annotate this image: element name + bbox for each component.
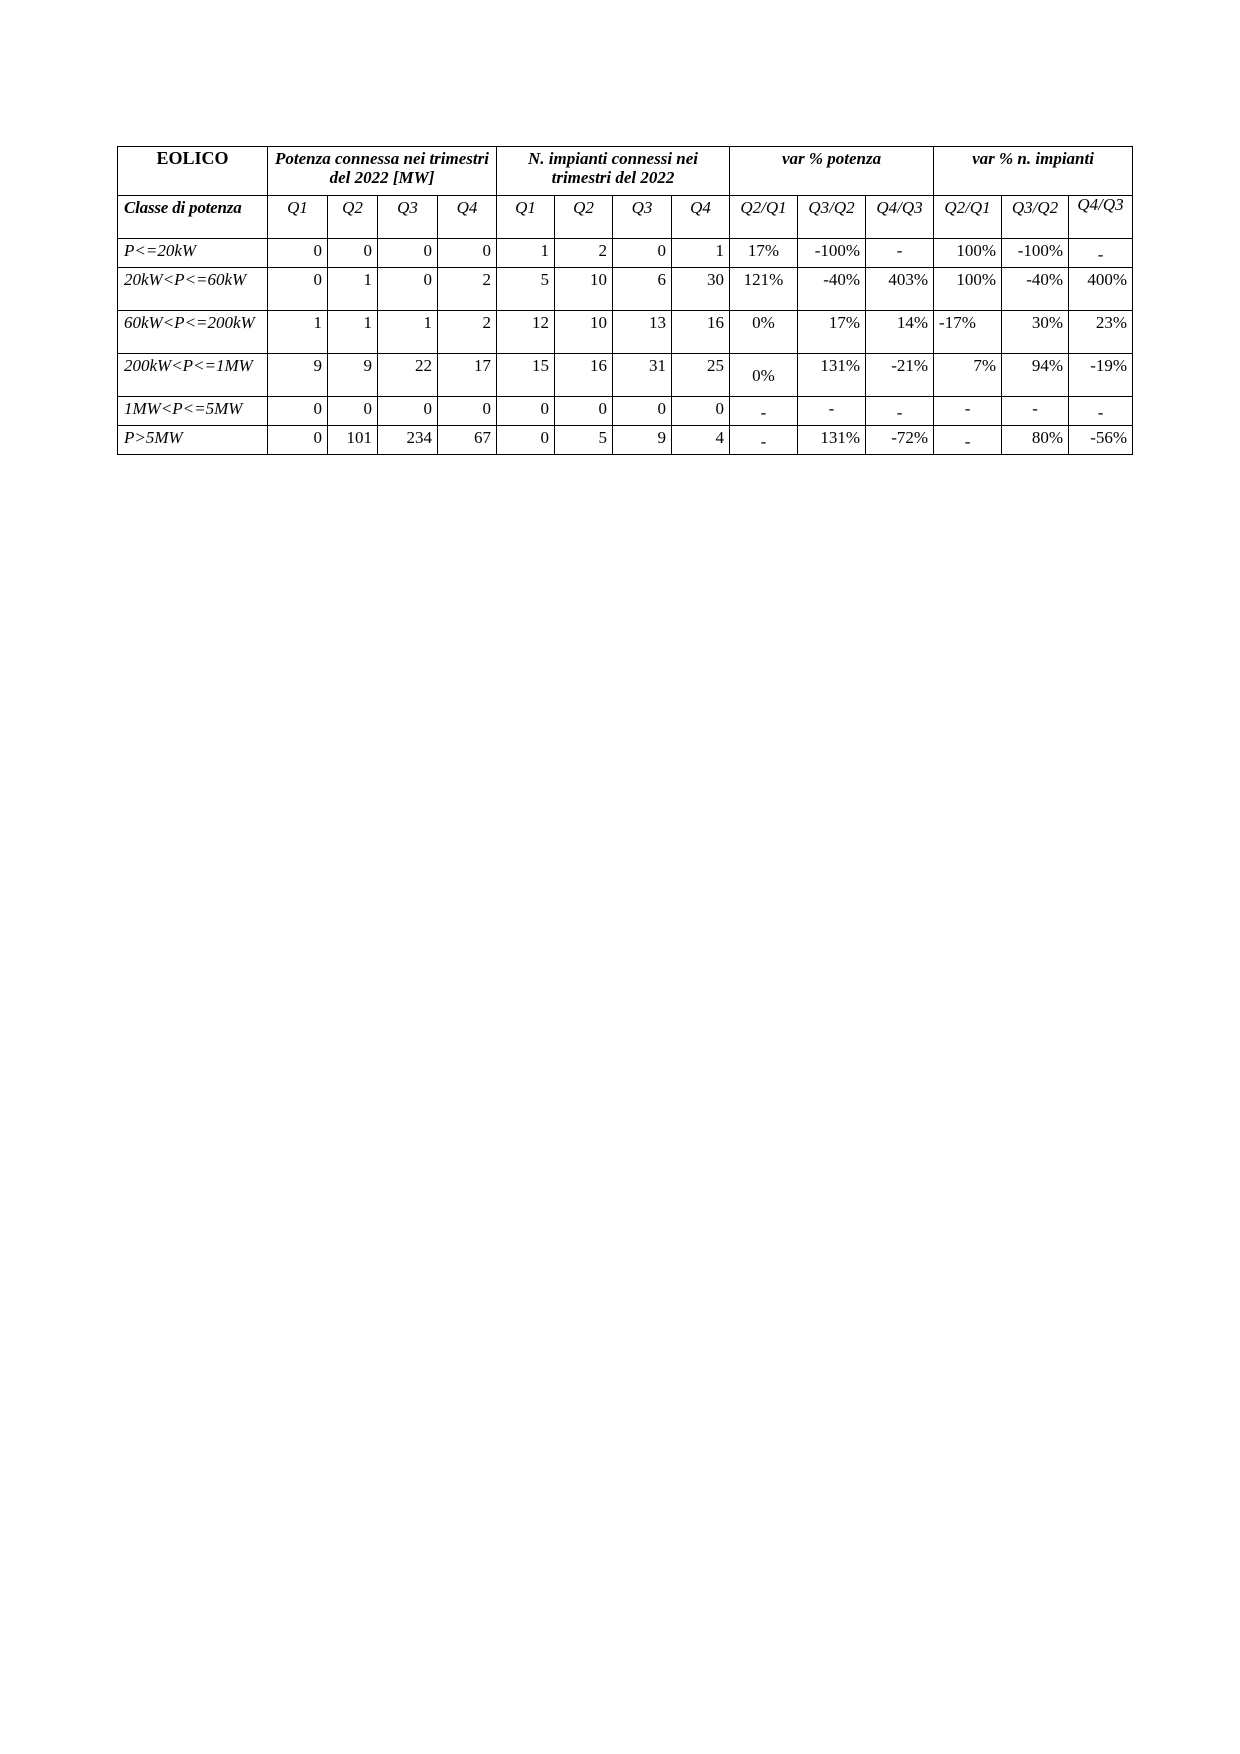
potenza-q4: 0 [438,239,497,268]
potenza-q1: 0 [268,397,328,426]
table-row [118,397,1133,426]
var-potenza-q2q1: - [760,403,767,422]
var-potenza-q4q3: -72% [866,426,934,455]
table-row [118,239,1133,268]
var-potenza-q4q3: - [896,403,903,422]
col-header-potenza-q2: Q2 [328,196,378,239]
var-impianti-q3q2: -100% [1002,239,1069,268]
row-label: 1MW<P<=5MW [118,397,268,426]
row-label: 200kW<P<=1MW [118,354,268,397]
potenza-q1: 9 [268,354,328,397]
col-header-impianti-q1: Q1 [497,196,555,239]
var-potenza-q2q1: 0% [752,366,775,385]
var-impianti-q3q2: 30% [1002,311,1069,354]
potenza-q4: 0 [438,397,497,426]
table-title: EOLICO [118,147,268,196]
var-potenza-q4q3: 14% [866,311,934,354]
var-potenza-q3q2: -100% [798,239,866,268]
var-potenza-q3q2: - [798,397,866,426]
impianti-q3: 9 [613,426,672,455]
var-impianti-q3q2: 80% [1002,426,1069,455]
var-potenza-q4q3: -21% [866,354,934,397]
var-impianti-q4q3: 23% [1069,311,1133,354]
var-potenza-q4q3: 403% [866,268,934,311]
var-impianti-q4q3: - [1097,245,1104,264]
impianti-q4: 1 [672,239,730,268]
potenza-q3: 0 [378,397,438,426]
potenza-q1: 1 [268,311,328,354]
impianti-q1: 15 [497,354,555,397]
group-header-impianti: N. impianti connessi nei trimestri del 2022 [497,147,730,196]
impianti-q2: 10 [555,268,613,311]
col-header-var-potenza-q4q3: Q4/Q3 [866,196,934,239]
potenza-q1: 0 [268,426,328,455]
impianti-q2: 16 [555,354,613,397]
potenza-q3: 1 [378,311,438,354]
potenza-q2: 1 [328,268,378,311]
var-impianti-q2q1: - [964,432,971,451]
class-header: Classe di potenza [118,196,268,239]
potenza-q3: 0 [378,268,438,311]
var-impianti-q4q3: 400% [1069,268,1133,311]
var-potenza-q2q1: 0% [730,311,798,354]
var-impianti-q2q1: -17% [934,311,1002,354]
impianti-q1: 0 [497,426,555,455]
col-header-var-potenza-q2q1: Q2/Q1 [730,196,798,239]
impianti-q2: 0 [555,397,613,426]
row-label: P<=20kW [118,239,268,268]
potenza-q1: 0 [268,239,328,268]
potenza-q4: 17 [438,354,497,397]
var-potenza-q2q1: 17% [730,239,798,268]
potenza-q2: 101 [328,426,378,455]
impianti-q4: 4 [672,426,730,455]
impianti-q4: 30 [672,268,730,311]
var-impianti-q4q3: -19% [1069,354,1133,397]
impianti-q3: 31 [613,354,672,397]
impianti-q3: 0 [613,239,672,268]
group-header-potenza: Potenza connessa nei trimestri del 2022 [MW] [268,147,497,196]
potenza-q4: 2 [438,311,497,354]
impianti-q4: 16 [672,311,730,354]
group-header-row [118,147,1133,196]
potenza-q3: 0 [378,239,438,268]
var-potenza-q4q3: - [866,239,934,268]
impianti-q1: 1 [497,239,555,268]
potenza-q2: 0 [328,239,378,268]
var-impianti-q3q2: 94% [1002,354,1069,397]
row-label: 60kW<P<=200kW [118,311,268,354]
table-row [118,268,1133,311]
var-impianti-q3q2: -40% [1002,268,1069,311]
potenza-q2: 0 [328,397,378,426]
impianti-q2: 5 [555,426,613,455]
col-header-impianti-q4: Q4 [672,196,730,239]
var-potenza-q3q2: 17% [798,311,866,354]
impianti-q2: 10 [555,311,613,354]
potenza-q4: 67 [438,426,497,455]
potenza-q4: 2 [438,268,497,311]
impianti-q3: 13 [613,311,672,354]
var-impianti-q4q3: - [1097,403,1104,422]
potenza-q3: 22 [378,354,438,397]
col-header-impianti-q2: Q2 [555,196,613,239]
col-header-potenza-q4: Q4 [438,196,497,239]
row-label: 20kW<P<=60kW [118,268,268,311]
var-potenza-q3q2: 131% [798,426,866,455]
var-potenza-q2q1: - [760,432,767,451]
impianti-q4: 0 [672,397,730,426]
column-header-row [118,196,1133,239]
impianti-q1: 0 [497,397,555,426]
var-potenza-q3q2: 131% [798,354,866,397]
var-impianti-q4q3: -56% [1069,426,1133,455]
var-potenza-q3q2: -40% [798,268,866,311]
var-potenza-q2q1: 121% [730,268,798,311]
group-header-var-potenza: var % potenza [730,147,934,196]
var-impianti-q2q1: 7% [934,354,1002,397]
col-header-potenza-q1: Q1 [268,196,328,239]
table-row [118,311,1133,354]
col-header-var-potenza-q3q2: Q3/Q2 [798,196,866,239]
impianti-q4: 25 [672,354,730,397]
potenza-q3: 234 [378,426,438,455]
col-header-potenza-q3: Q3 [378,196,438,239]
potenza-q2: 9 [328,354,378,397]
table-row [118,354,1133,397]
impianti-q1: 12 [497,311,555,354]
impianti-q1: 5 [497,268,555,311]
impianti-q3: 0 [613,397,672,426]
var-impianti-q3q2: - [1002,397,1069,426]
var-impianti-q2q1: 100% [934,268,1002,311]
var-impianti-q2q1: - [934,397,1002,426]
col-header-var-impianti-q4q3: Q4/Q3 [1069,196,1133,239]
col-header-var-impianti-q2q1: Q2/Q1 [934,196,1002,239]
col-header-var-impianti-q3q2: Q3/Q2 [1002,196,1069,239]
col-header-impianti-q3: Q3 [613,196,672,239]
potenza-q2: 1 [328,311,378,354]
potenza-q1: 0 [268,268,328,311]
table-row [118,426,1133,455]
impianti-q2: 2 [555,239,613,268]
row-label: P>5MW [118,426,268,455]
var-impianti-q2q1: 100% [934,239,1002,268]
group-header-var-impianti: var % n. impianti [934,147,1133,196]
eolico-table [117,146,1133,455]
impianti-q3: 6 [613,268,672,311]
